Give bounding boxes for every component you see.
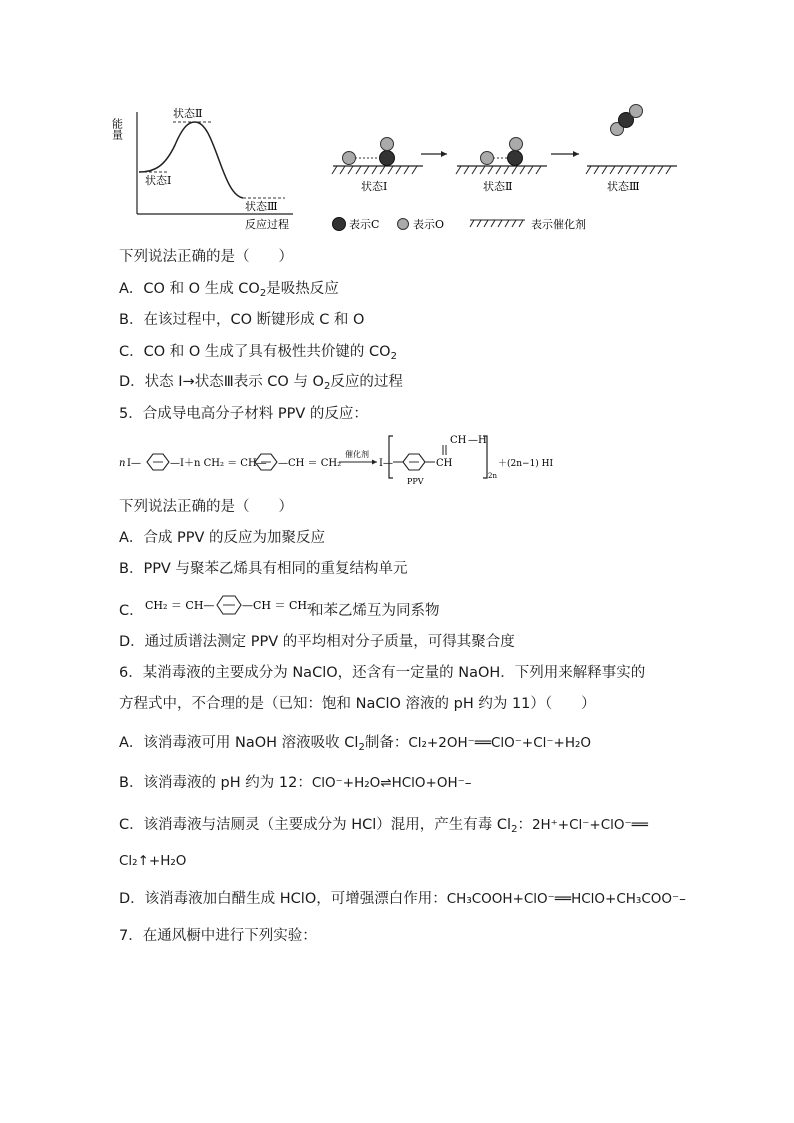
state1-label: 状态Ⅰ (145, 174, 172, 187)
q5-option-b: B．PPV 与聚苯乙烯具有相同的重复结构单元 (119, 561, 408, 577)
eq-i: I— (379, 458, 393, 469)
mechanism-diagram (325, 100, 685, 235)
eq-ppv-label: PPV (407, 477, 424, 486)
q4-option-b: B．在该过程中，CO 断键形成 C 和 O (119, 312, 365, 328)
q5-option-a: A．合成 PPV 的反应为加聚反应 (119, 530, 326, 546)
divinylbenzene-formula (143, 589, 312, 623)
eq-2n: 2n (488, 472, 497, 480)
q4-option-d: D．状态 Ⅰ→状态Ⅲ表示 CO 与 $O_2$反应的过程 (119, 374, 403, 392)
eq-ch-top: CH (450, 435, 467, 446)
eq-hi: ＋(2n−1) HI (498, 459, 554, 469)
q4-stem: 下列说法正确的是（ ） (119, 249, 293, 265)
state1-scene (332, 138, 423, 194)
eq-left-i: I— (127, 458, 141, 469)
q7-stem: 7．在通风橱中进行下列实验： (119, 928, 317, 944)
q6-stem-line1: 6．某消毒液的主要成分为 NaClO，还含有一定量的 NaOH．下列用来解释事实的 (119, 665, 646, 681)
q5-option-c: C． (119, 603, 144, 619)
q5-stem: 5．合成导电高分子材料 PPV 的反应： (119, 406, 368, 422)
state3-label: 状态Ⅲ (245, 200, 278, 213)
q4-option-c: C．CO 和 O 生成了具有极性共价键的 $CO_2$ (119, 344, 397, 362)
c-formula-left: CH₂ ＝ CH— (145, 599, 215, 612)
x-axis-label: 反应过程 (245, 218, 289, 231)
state1-caption: 状态Ⅰ (361, 180, 388, 193)
eq-mid: —I＋n CH₂ ＝ CH— (170, 458, 267, 469)
arrow-1 (421, 151, 447, 157)
state2-scene (456, 138, 547, 194)
legend-catalyst: 表示催化剂 (531, 218, 586, 231)
state2-caption: 状态Ⅱ (483, 180, 513, 193)
arrow-2 (551, 151, 579, 157)
eq-catalyst: 催化剂 (345, 450, 369, 459)
q4-option-a: A．CO 和 O 生成 $CO_2$是吸热反应 (119, 281, 339, 299)
state2-label: 状态Ⅱ (173, 107, 203, 120)
q6-option-b: B．该消毒液的 pH 约为 12：ClO⁻+H₂O⇌HClO+OH⁻– (119, 775, 472, 791)
y-axis-label: 能量 (110, 118, 124, 140)
q5-stem2: 下列说法正确的是（ ） (119, 499, 293, 515)
state3-caption: 状态Ⅲ (607, 180, 640, 193)
energy-diagram (110, 100, 295, 235)
eq-h: —H (468, 435, 487, 446)
q6-option-a: A．该消毒液可用 NaOH 溶液吸收 $Cl_2$制备：Cl₂+2OH⁻══ClO⁻+Cl⁻+H₂O (119, 735, 592, 753)
q6-option-c-cont: Cl₂↑+H₂O (119, 853, 187, 869)
q5-option-d: D．通过质谱法测定 PPV 的平均相对分子质量，可得其聚合度 (119, 634, 515, 650)
q6-option-c: C．该消毒液与洁厕灵（主要成分为 HCl）混用，产生有毒 $Cl_2$：2H⁺+Cl⁻+ClO⁻══ (119, 817, 648, 835)
ppv-reaction-equation (117, 428, 554, 488)
legend (333, 217, 587, 231)
legend-o: 表示O (413, 218, 445, 231)
state3-scene (586, 105, 677, 194)
eq-right: —CH ＝ CH₂ (278, 458, 342, 469)
q6-stem-line2: 方程式中，不合理的是（已知：饱和 NaClO 溶液的 pH 约为 11）（ ） (119, 696, 596, 712)
q6-option-d: D．该消毒液加白醋生成 HClO，可增强漂白作用：CH₃COOH+ClO⁻══HClO+CH₃COO⁻– (119, 891, 686, 907)
eq-ch: CH (436, 458, 453, 469)
eq-n: n (119, 458, 126, 469)
c-formula-right: —CH ＝ CH₂ (242, 599, 312, 612)
q5-option-c-text: 和苯乙烯互为同系物 (309, 603, 440, 619)
legend-c: 表示C (349, 218, 380, 231)
